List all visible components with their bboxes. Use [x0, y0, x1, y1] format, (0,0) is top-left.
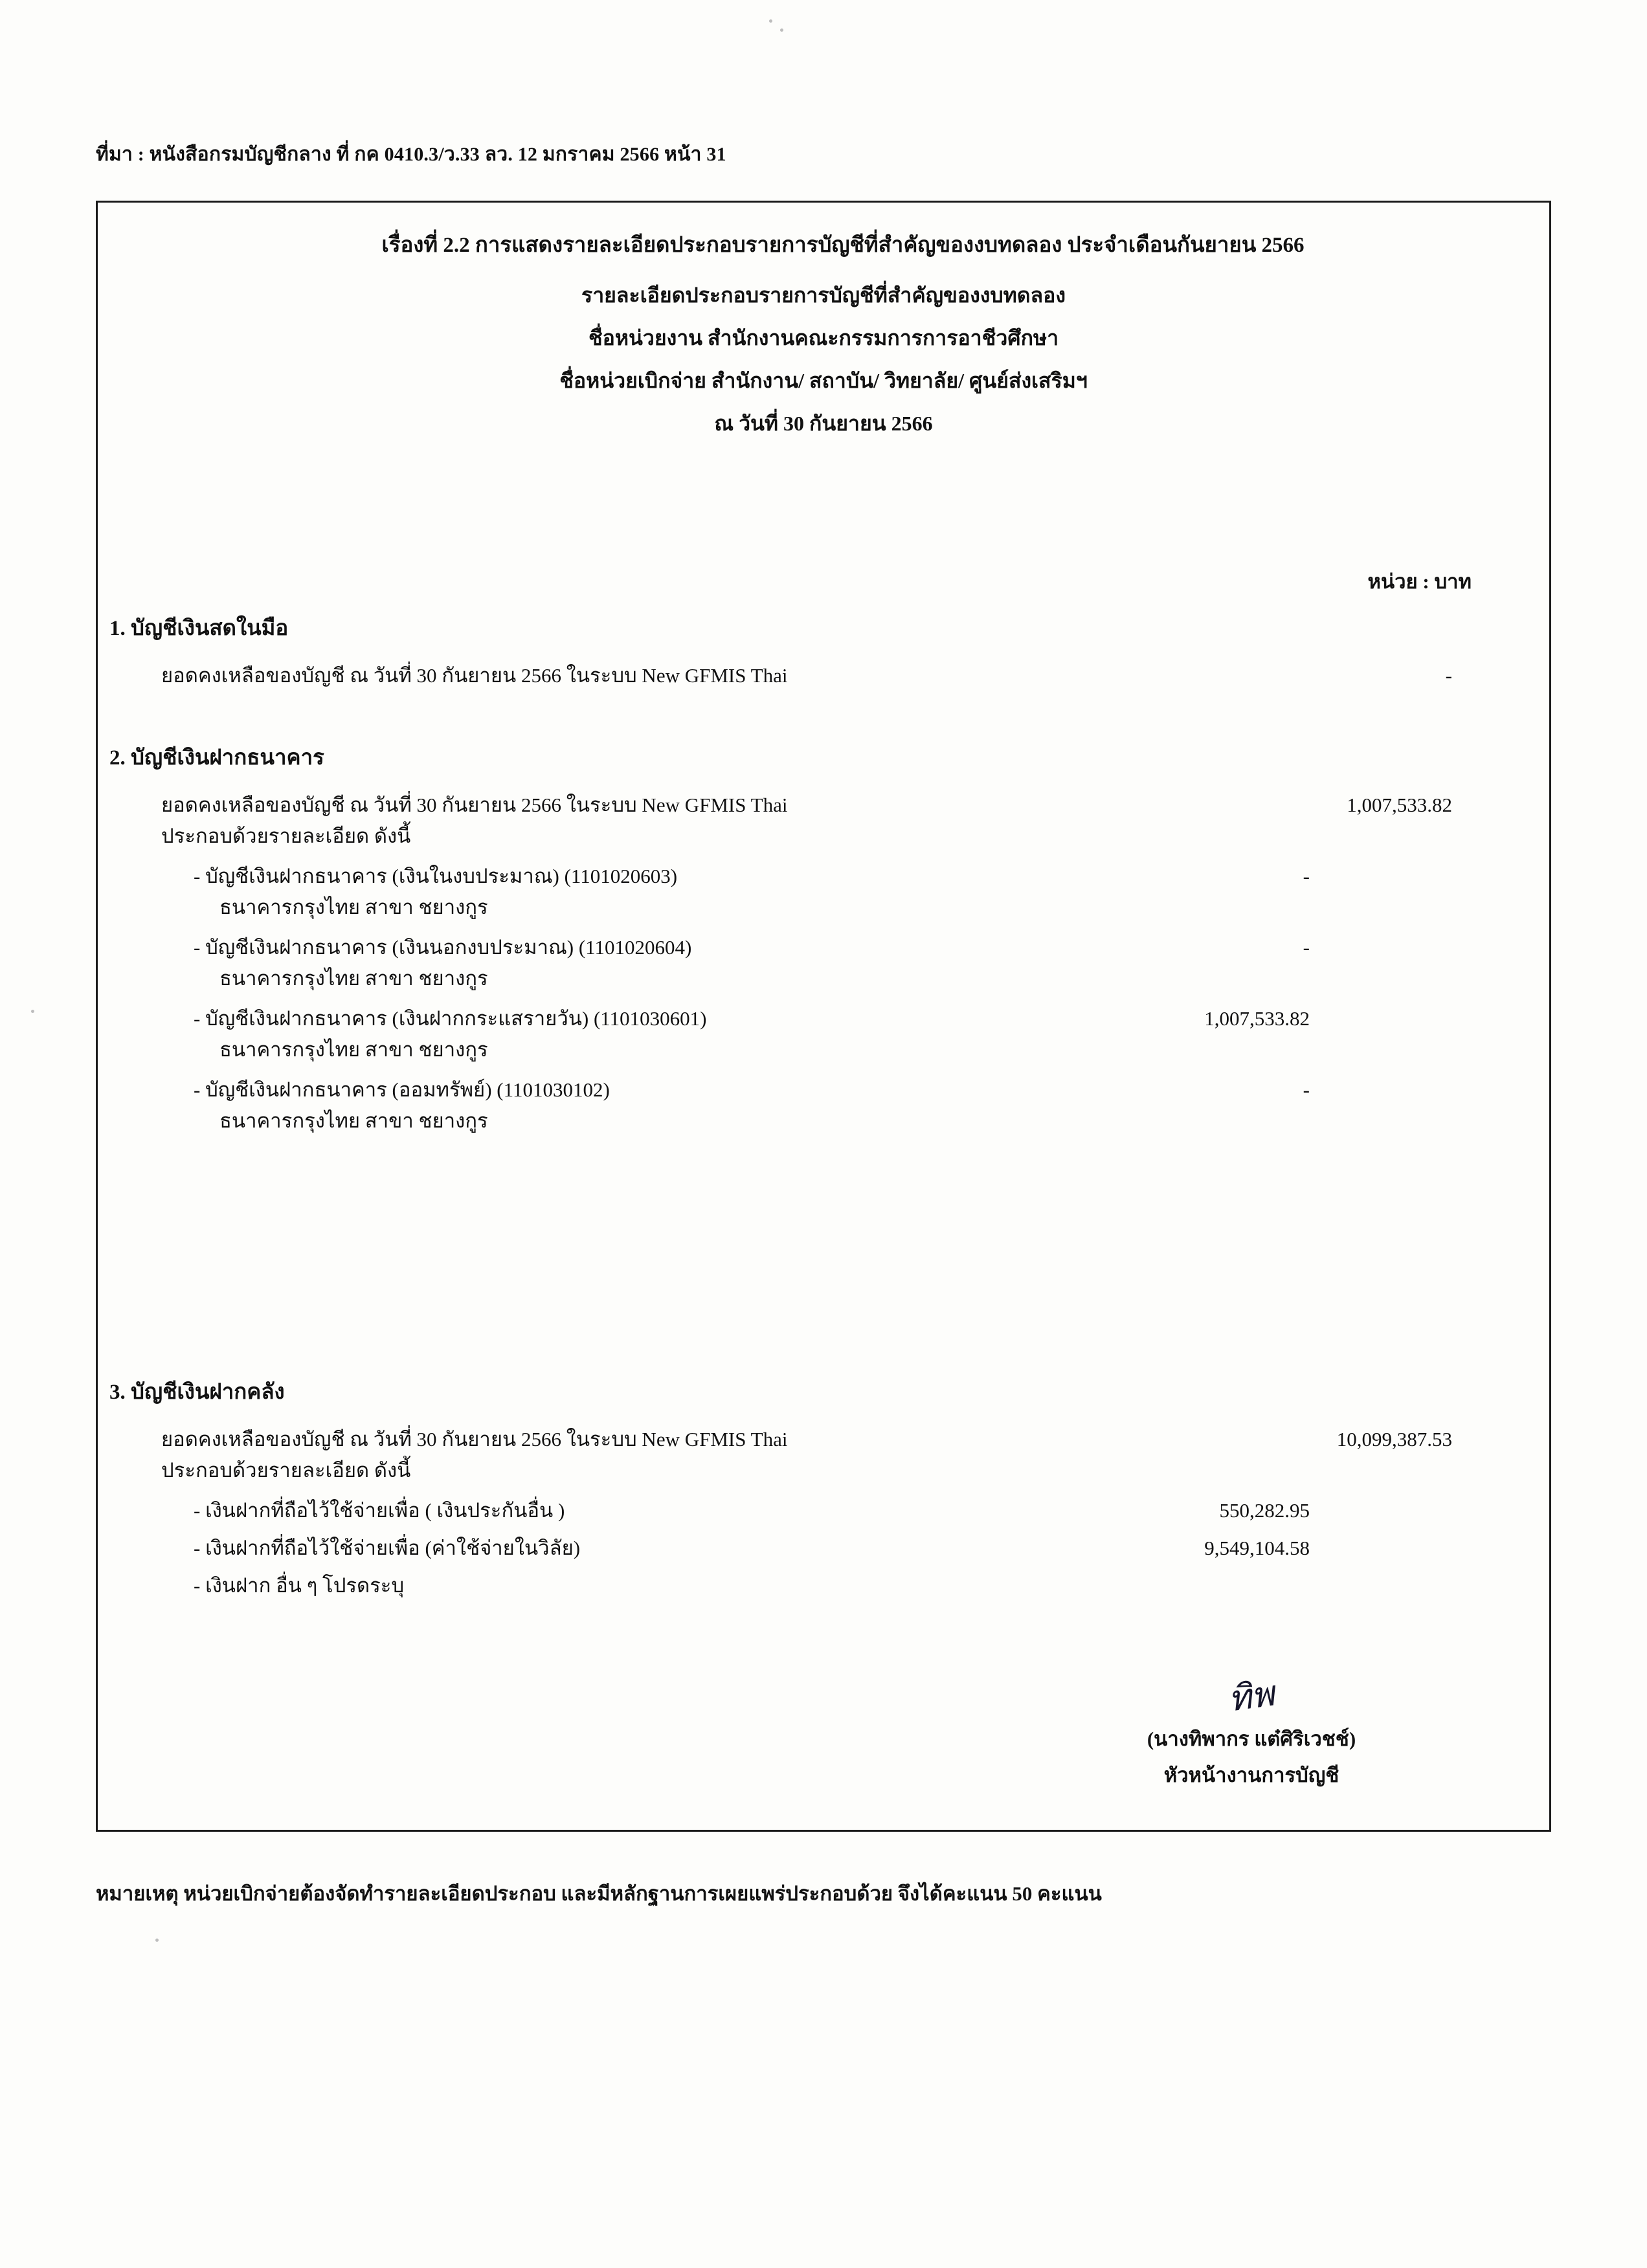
- detail-row: [109, 1533, 1523, 1564]
- detail-row: [109, 1074, 1523, 1106]
- scan-speck: [31, 1010, 34, 1013]
- row-amount: 1,007,533.82: [1347, 794, 1452, 816]
- detail-row: [109, 660, 1523, 691]
- row-label: ยอดคงเหลือของบัญชี ณ วันที่ 30 กันยายน 2566 ในระบบ New GFMIS Thai: [161, 1428, 788, 1451]
- row-label: - เงินฝากที่ถือไว้ใช้จ่ายเพื่อ ( เงินประกันอื่น ): [194, 1499, 565, 1522]
- detail-row: [109, 1570, 1523, 1601]
- row-label: ธนาคารกรุงไทย สาขา ชยางกูร: [219, 1038, 488, 1062]
- detail-row: [109, 892, 1523, 923]
- signer-role: หัวหน้างานการบัญชี: [1163, 1764, 1339, 1786]
- row-label: ยอดคงเหลือของบัญชี ณ วันที่ 30 กันยายน 2566 ในระบบ New GFMIS Thai: [161, 794, 788, 816]
- report-frame: [96, 201, 1551, 1832]
- row-label: ประกอบด้วยรายละเอียด ดังนี้: [161, 1459, 411, 1482]
- row-label: ธนาคารกรุงไทย สาขา ชยางกูร: [219, 1109, 488, 1133]
- section-treasury-deposit: [109, 1374, 1523, 1601]
- row-amount: 10,099,387.53: [1336, 1428, 1452, 1451]
- signature-block: [1051, 1668, 1452, 1791]
- row-amount: 550,282.95: [1219, 1499, 1310, 1522]
- header-line-1: รายละเอียดประกอบรายการบัญชีที่สำคัญของงบทดลอง: [581, 284, 1066, 307]
- row-label: - เงินฝาก อื่น ๆ โปรดระบุ: [194, 1574, 405, 1597]
- detail-row: [109, 932, 1523, 963]
- row-label: ประกอบด้วยรายละเอียด ดังนี้: [161, 825, 411, 848]
- row-label: - เงินฝากที่ถือไว้ใช้จ่ายเพื่อ (ค่าใช้จ่ายในวิลัย): [194, 1537, 581, 1560]
- row-label: - บัญชีเงินฝากธนาคาร (เงินฝากกระแสรายวัน) (1101030601): [194, 1007, 707, 1030]
- row-label: ธนาคารกรุงไทย สาขา ชยางกูร: [219, 967, 488, 990]
- section-title: 3. บัญชีเงินฝากคลัง: [109, 1381, 285, 1404]
- row-label: ยอดคงเหลือของบัญชี ณ วันที่ 30 กันยายน 2566 ในระบบ New GFMIS Thai: [161, 664, 788, 687]
- detail-row: [109, 1034, 1523, 1065]
- row-amount: -: [1303, 1078, 1310, 1102]
- detail-row: [109, 1495, 1523, 1526]
- scan-speck: [155, 1939, 159, 1942]
- row-amount: -: [1303, 936, 1310, 959]
- detail-row: [109, 1003, 1523, 1034]
- scan-speck: [769, 19, 772, 23]
- header-line-4: ณ วันที่ 30 กันยายน 2566: [714, 412, 933, 435]
- detail-row: [109, 790, 1523, 821]
- row-amount: -: [1445, 664, 1452, 687]
- header-line-2: ชื่อหน่วยงาน สำนักงานคณะกรรมการการอาชีวศึกษา: [588, 326, 1059, 350]
- row-label: - บัญชีเงินฝากธนาคาร (เงินนอกงบประมาณ) (1101020604): [194, 936, 692, 959]
- row-amount: 1,007,533.82: [1204, 1007, 1310, 1030]
- detail-row: [109, 861, 1523, 892]
- row-amount: 9,549,104.58: [1204, 1537, 1310, 1560]
- section-cash-on-hand: [109, 610, 1523, 691]
- detail-row: [109, 1455, 1523, 1486]
- title-block: [98, 227, 1549, 456]
- row-label: ธนาคารกรุงไทย สาขา ชยางกูร: [219, 896, 488, 919]
- header-line-3: ชื่อหน่วยเบิกจ่าย สำนักงาน/ สถาบัน/ วิทยาลัย/ ศูนย์ส่งเสริมฯ: [559, 369, 1088, 392]
- row-label: - บัญชีเงินฝากธนาคาร (ออมทรัพย์) (1101030102): [194, 1078, 610, 1102]
- subject-line: เรื่องที่ 2.2 การแสดงรายละเอียดประกอบรายการบัญชีที่สำคัญของงบทดลอง ประจำเดือนกันยายน 2566: [381, 234, 1305, 257]
- detail-row: [109, 1424, 1523, 1455]
- footer-note: หมายเหตุ หน่วยเบิกจ่ายต้องจัดทำรายละเอียดประกอบ และมีหลักฐานการเผยแพร่ประกอบด้วย จึงได้คะแนน 50 คะแนน: [96, 1882, 1102, 1905]
- signer-name: (นางทิพากร แต๋ศิริเวชช์): [1147, 1728, 1356, 1750]
- detail-row: [109, 963, 1523, 994]
- section-title: 2. บัญชีเงินฝากธนาคาร: [109, 746, 324, 770]
- signature-mark: ทิพ: [1226, 1673, 1277, 1720]
- section-title: 1. บัญชีเงินสดในมือ: [109, 617, 289, 640]
- scan-speck: [780, 28, 783, 32]
- detail-row: [109, 1106, 1523, 1137]
- row-label: - บัญชีเงินฝากธนาคาร (เงินในงบประมาณ) (1101020603): [194, 865, 678, 888]
- detail-row: [109, 821, 1523, 852]
- section-bank-deposit: [109, 740, 1523, 1137]
- row-amount: -: [1303, 865, 1310, 888]
- source-reference-line: ที่มา : หนังสือกรมบัญชีกลาง ที่ กค 0410.3/ว.33 ลว. 12 มกราคม 2566 หน้า 31: [96, 144, 726, 165]
- unit-label: หน่วย : บาท: [1367, 570, 1472, 593]
